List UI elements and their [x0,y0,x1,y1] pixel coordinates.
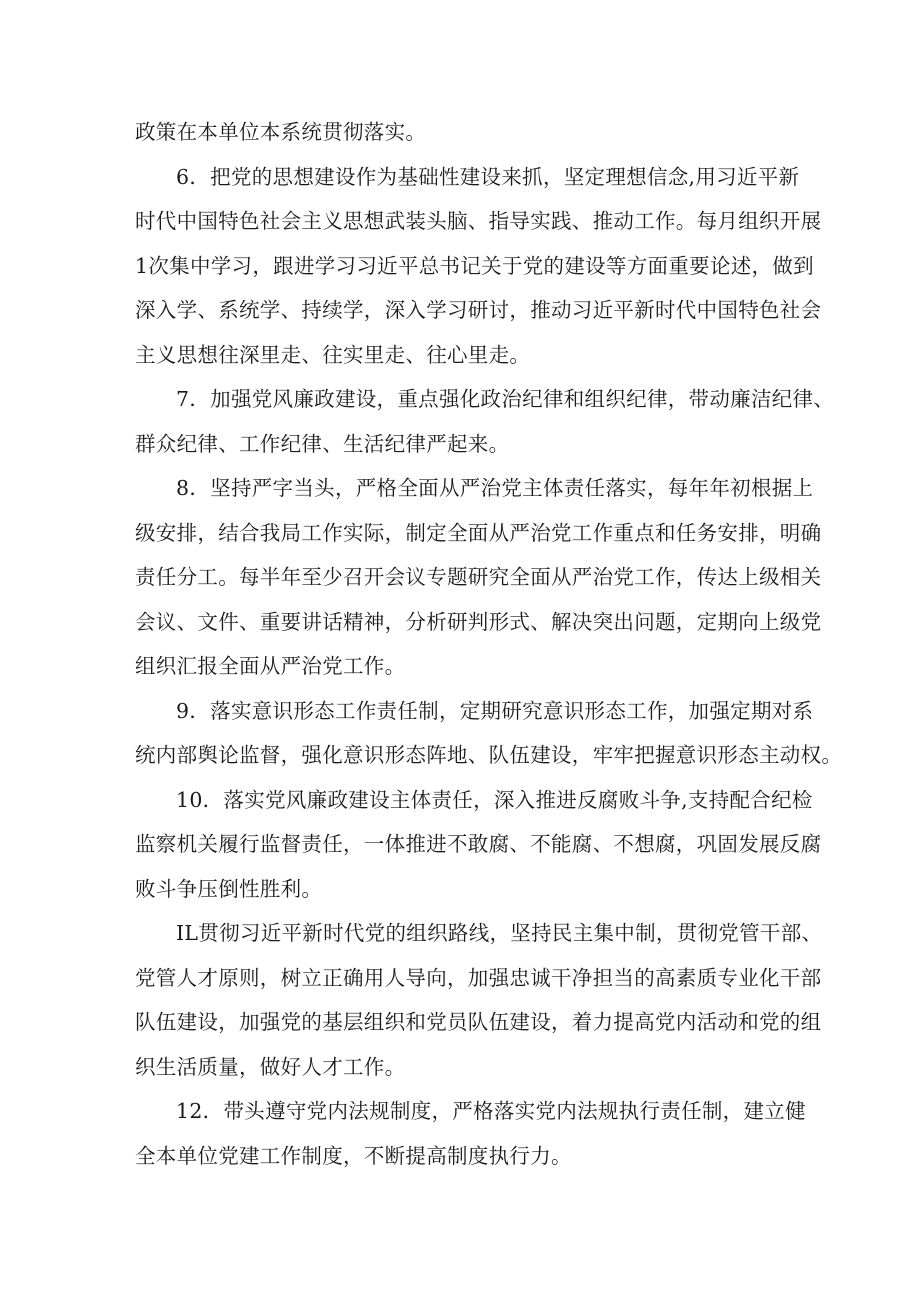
text-line: 责任分工。每半年至少召开会议专题研究全面从严治党工作，传达上级相关 [135,565,822,589]
text-line: 统内部舆论监督，强化意识形态阵地、队伍建设，牢牢把握意识形态主动权。 [135,743,843,767]
paragraph-item-10 [135,778,822,912]
paragraph-item-6 [135,155,822,378]
paragraph-item-8 [135,466,822,689]
paragraph-item-7 [135,377,835,466]
text-line: IL贯彻习近平新时代党的组织路线，坚持民主集中制，贯彻党管干部、 [176,921,823,945]
text-line: 级安排，结合我局工作实际，制定全面从严治党工作重点和任务安排，明确 [135,520,822,545]
text-line: 党管人才原则，树立正确用人导向，加强忠诚干净担当的高素质专业化干部 [135,965,822,990]
text-line: 6．把党的思想建设作为基础性建设来抓，坚定理想信念,用习近平新 [176,164,800,189]
text-line: 队伍建设，加强党的基层组织和党员队伍建设，着力提高党内活动和党的组 [135,1010,822,1034]
paragraph-item-12 [135,1089,806,1178]
text-line: 10．落实党风廉政建设主体责任，深入推进反腐败斗争,支持配合纪检 [176,787,813,812]
text-line: 群众纪律、工作纪律、生活纪律严起来。 [135,431,510,456]
text-line: 组织汇报全面从严治党工作。 [135,654,406,678]
text-line: 监察机关履行监督责任，一体推进不敢腐、不能腐、不想腐，巩固发展反腐 [135,832,822,856]
text-line: 主义思想往深里走、往实里走、往心里走。 [135,342,531,367]
document-body [135,110,843,1178]
paragraph-continuation [135,110,790,155]
paragraph-item-9 [135,689,843,778]
text-line: 会议、文件、重要讲话精神，分析研判形式、解决突出问题，定期向上级党 [135,609,822,634]
text-line: 7．加强党风廉政建设，重点强化政治纪律和组织纪律，带动廉洁纪律、 [176,387,835,411]
text-line: 时代中国特色社会主义思想武装头脑、指导实践、推动工作。每月组织开展 [135,209,822,233]
text-line: 全本单位党建工作制度，不断提高制度执行力。 [135,1143,572,1168]
text-line: 深入学、系统学、持续学，深入学习研讨，推动习近平新时代中国特色社会 [135,298,822,322]
text-line: 9．落实意识形态工作责任制，定期研究意识形态工作，加强定期对系 [176,698,814,723]
text-line: 败斗争压倒性胜利。 [135,876,323,901]
text-line: 1次集中学习，跟进学习习近平总书记关于党的建设等方面重要论述，做到 [135,253,814,278]
text-line: 织生活质量，做好人才工作。 [135,1054,406,1079]
text-line: 8．坚持严字当头，严格全面从严治党主体责任落实，每年年初根据上 [176,476,814,500]
text-line: 政策在本单位本系统贯彻落实。 [135,120,427,144]
text-line: 12．带头遵守党内法规制度，严格落实党内法规执行责任制，建立健 [176,1099,806,1123]
paragraph-item-11 [135,911,823,1089]
